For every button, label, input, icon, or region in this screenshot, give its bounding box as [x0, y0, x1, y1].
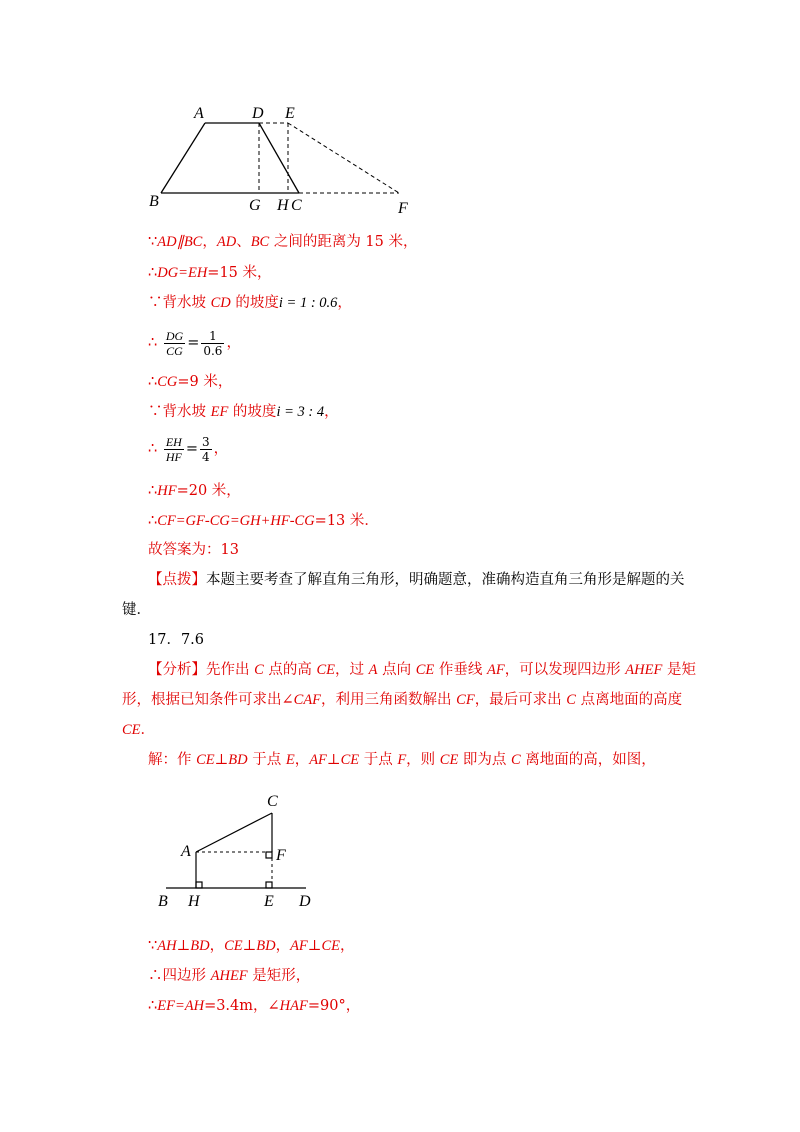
- math-expr: AH: [157, 938, 177, 954]
- text: 之间的距离为 15 米，: [269, 234, 418, 250]
- text: ⊥: [242, 938, 257, 954]
- text: ，则: [406, 752, 440, 768]
- therefore-symbol: ∴: [148, 998, 158, 1014]
- solution-line-3: [148, 293, 352, 313]
- label-C: C: [291, 197, 302, 214]
- math-expr: EF: [210, 404, 229, 420]
- text: ，: [226, 335, 241, 351]
- text: =20 米，: [176, 483, 241, 499]
- segment-AC: [196, 813, 272, 852]
- problem-17-answer: [148, 630, 204, 650]
- math-expr: C: [254, 662, 264, 678]
- text: 作垂线: [434, 662, 487, 678]
- math-expr: CE: [340, 752, 360, 768]
- text: 键．: [122, 602, 151, 618]
- label-C: C: [267, 793, 278, 810]
- label-D: D: [299, 893, 311, 910]
- math-expr: E: [285, 752, 295, 768]
- math-expr: DG=EH: [157, 265, 208, 281]
- segment-DC: [259, 123, 299, 193]
- math-expr: CE: [316, 662, 336, 678]
- math-expr: CE: [122, 722, 141, 738]
- math-expr: AD: [216, 234, 237, 250]
- text: ，: [337, 295, 352, 311]
- math-expr: CE: [321, 938, 340, 954]
- math-expr: CD: [210, 295, 231, 311]
- equals-sign: =: [185, 441, 198, 457]
- math-expr: AHEF: [625, 662, 663, 678]
- label-F: F: [398, 200, 408, 217]
- right-angle-H: [196, 882, 202, 888]
- text: ⊥: [326, 752, 341, 768]
- text: ，: [202, 234, 217, 250]
- analysis-line-3: [122, 720, 155, 740]
- math-expr: BD: [228, 752, 248, 768]
- proof-line-3: [148, 996, 360, 1016]
- text: 于点: [359, 752, 398, 768]
- figure-dam-trapezoid: [0, 0, 800, 220]
- math-expr: C: [566, 692, 576, 708]
- text: 形，根据已知条件可求出∠: [122, 692, 294, 708]
- text: ．: [140, 722, 156, 738]
- text: ，: [294, 752, 310, 768]
- denominator: 0.6: [203, 343, 223, 358]
- text: 是矩: [662, 662, 696, 678]
- solution-line-8: [148, 481, 241, 501]
- math-expr: AF: [486, 662, 505, 678]
- therefore-symbol: ∴: [148, 374, 158, 390]
- text: 背水坡: [162, 404, 211, 420]
- label-D: D: [252, 105, 264, 122]
- text: ⊥: [307, 938, 322, 954]
- text: 的坡度: [228, 404, 277, 420]
- therefore-symbol: ∴: [148, 335, 158, 351]
- denominator: 4: [202, 449, 210, 464]
- math-expr: BD: [190, 938, 210, 954]
- math-expr: BD: [256, 938, 276, 954]
- proof-line-2: [148, 966, 310, 986]
- solution-line-5: [148, 372, 232, 392]
- tip-line-2: [122, 600, 151, 620]
- math-expr: F: [397, 752, 407, 768]
- math-expr: AHEF: [210, 968, 248, 984]
- text: ⊥: [176, 938, 191, 954]
- label-G: G: [249, 197, 261, 214]
- right-angle-F: [266, 852, 272, 858]
- text: 的坡度: [230, 295, 279, 311]
- text: 点离地面的高度: [575, 692, 683, 708]
- text: 解：作: [148, 752, 197, 768]
- text: 先作出: [206, 662, 255, 678]
- text: 于点: [247, 752, 286, 768]
- label-B: B: [149, 193, 159, 210]
- numerator: 3: [202, 434, 210, 449]
- text: 故答案为：13: [148, 542, 239, 558]
- slope-formula: i = 3 : 4: [276, 404, 325, 420]
- therefore-symbol: ∴: [148, 968, 163, 984]
- denominator: HF: [165, 449, 182, 464]
- segment-AB: [161, 123, 205, 193]
- segment-EF: [288, 123, 399, 193]
- math-expr: A: [368, 662, 378, 678]
- solution-line-1: [148, 232, 418, 252]
- solution-line-4: [148, 323, 241, 363]
- analysis-line-1: [148, 660, 696, 680]
- numerator: 1: [201, 329, 224, 344]
- text: 点向: [377, 662, 416, 678]
- text: ，: [209, 938, 225, 954]
- text: 离地面的高，如图，: [520, 752, 656, 768]
- math-expr: CF: [456, 692, 475, 708]
- text: =15 米，: [207, 265, 272, 281]
- right-angle-E: [266, 882, 272, 888]
- text: ，最后可求出: [474, 692, 567, 708]
- text: ，: [339, 938, 355, 954]
- text: 四边形: [162, 968, 211, 984]
- fraction-dg-cg: [164, 329, 185, 358]
- math-expr: CE: [415, 662, 435, 678]
- proof-line-1: [148, 936, 354, 956]
- math-expr: CE: [196, 752, 215, 768]
- because-symbol: ∵: [148, 234, 158, 250]
- text: 本题主要考查了解直角三角形，明确题意，准确构造直角三角形是解题的关: [206, 572, 685, 588]
- answer-line: [148, 540, 239, 560]
- solution-line-6: [148, 402, 339, 422]
- because-symbol: ∵: [148, 938, 158, 954]
- text: ，利用三角函数解出: [321, 692, 457, 708]
- label-F: F: [276, 847, 286, 864]
- solution-intro-line: [148, 750, 656, 770]
- tip-line-1: [148, 570, 685, 590]
- equals-sign: =: [187, 335, 200, 351]
- label-B: B: [158, 893, 168, 910]
- text: ，: [324, 404, 339, 420]
- fraction-eh-hf: [164, 435, 184, 464]
- math-expr: AF: [290, 938, 308, 954]
- math-expr: CF=GF-CG=GH+HF-CG: [157, 513, 315, 529]
- math-expr: C: [511, 752, 521, 768]
- text: =9 米，: [177, 374, 233, 390]
- text: ⊥: [214, 752, 229, 768]
- tip-tag: 【点拨】: [148, 572, 206, 588]
- figure-height-diagram: [0, 780, 800, 920]
- text: 背水坡: [162, 295, 211, 311]
- text: 、: [236, 234, 251, 250]
- text: 17．7.6: [148, 632, 205, 648]
- math-expr: CE: [224, 938, 243, 954]
- text: ，过: [335, 662, 369, 678]
- text: =13 米．: [314, 513, 379, 529]
- solution-line-9: [148, 511, 379, 531]
- math-expr: AD∥BC: [157, 234, 203, 250]
- slope-formula: i = 1 : 0.6: [278, 295, 338, 311]
- therefore-symbol: ∴: [148, 265, 158, 281]
- label-E: E: [285, 105, 295, 122]
- math-expr: CG: [157, 374, 178, 390]
- solution-line-2: [148, 263, 272, 283]
- label-A: A: [181, 843, 191, 860]
- text: ，可以发现四边形: [504, 662, 626, 678]
- math-expr: HF: [157, 483, 177, 499]
- label-E: E: [264, 893, 274, 910]
- therefore-symbol: ∴: [148, 441, 158, 457]
- text: 是矩形，: [247, 968, 311, 984]
- denominator: CG: [166, 343, 183, 358]
- analysis-line-2: [122, 690, 682, 710]
- because-symbol: ∵: [148, 404, 163, 420]
- math-expr: CAF: [293, 692, 322, 708]
- text: 即为点: [458, 752, 512, 768]
- math-expr: BC: [250, 234, 270, 250]
- text: 点的高: [263, 662, 317, 678]
- analysis-tag: 【分析】: [148, 662, 206, 678]
- math-expr: CE: [439, 752, 459, 768]
- math-expr: EF=AH: [157, 998, 205, 1014]
- text: ，: [275, 938, 291, 954]
- label-A: A: [194, 105, 204, 122]
- numerator: DG: [165, 328, 184, 343]
- solution-line-7: [148, 429, 228, 469]
- label-H: H: [188, 893, 200, 910]
- text: ，: [213, 441, 229, 457]
- fraction-1-0.6: [201, 329, 224, 358]
- text: =90°，: [307, 998, 361, 1014]
- math-expr: HAF: [279, 998, 308, 1014]
- therefore-symbol: ∴: [148, 483, 158, 499]
- fraction-3-4: [200, 435, 212, 464]
- text: =3.4m，∠: [204, 998, 280, 1014]
- math-expr: AF: [309, 752, 327, 768]
- label-H: H: [277, 197, 289, 214]
- therefore-symbol: ∴: [148, 513, 158, 529]
- numerator: EH: [165, 434, 182, 449]
- because-symbol: ∵: [148, 295, 163, 311]
